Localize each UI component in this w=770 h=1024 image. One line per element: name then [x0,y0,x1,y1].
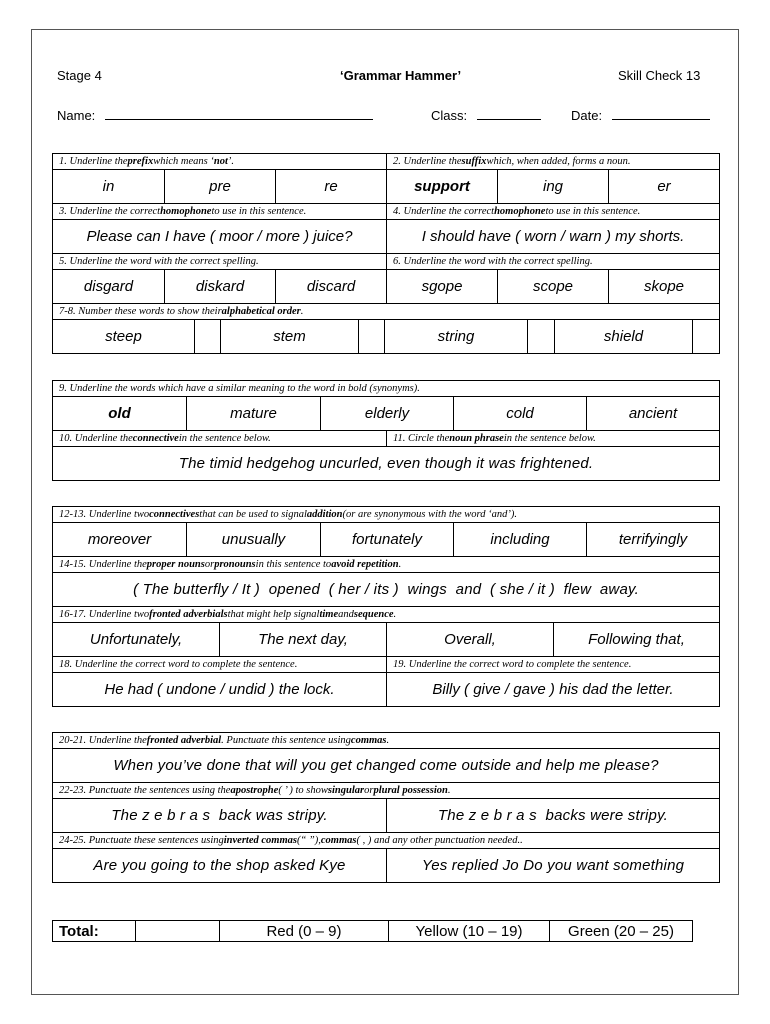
q1-option[interactable]: pre [164,170,275,203]
q12-option[interactable]: moreover [87,531,152,548]
q16-option[interactable]: Unfortunately, [89,631,183,648]
q12-option[interactable]: fortunately [320,523,453,556]
q9-option[interactable]: cold [453,397,586,430]
q7-number-box[interactable] [358,320,384,353]
stage-label: Stage 4 [57,68,102,83]
q22-sentence-singular[interactable]: The z e b r a s back was stripy. [111,807,328,824]
q10-instruction: 10. Underline the connective in the sentence below. [59,433,271,444]
q19-instruction: 19. Underline the correct word to complete the sentence. [386,657,719,672]
q12-option[interactable]: unusually [186,523,320,556]
worksheet [31,29,739,995]
q16-option[interactable]: The next day, [219,623,386,656]
q6-option[interactable]: sgope [386,270,497,303]
skill-check-label: Skill Check 13 [618,68,701,83]
q14-sentence[interactable]: ( The butterfly / It ) opened ( her / its ) wings and ( she / it ) flew away. [133,581,639,598]
q16-option[interactable]: Following that, [553,623,719,656]
q9-option[interactable]: elderly [320,397,453,430]
q1-option[interactable]: in [102,178,115,195]
date-row [571,108,710,123]
q14-instruction: 14-15. Underline the proper nouns or pronouns in this sentence to avoid repetition . [59,559,402,570]
q18-instruction: 18. Underline the correct word to complete the sentence. [59,659,298,670]
q4-instruction: 4. Underline the correct homophone to use in this sentence. [386,204,719,219]
total-label: Total: [59,922,99,940]
q4-sentence[interactable]: I should have ( worn / warn ) my shorts. [386,220,719,253]
total-row [52,920,693,942]
q9-option[interactable]: ancient [586,397,719,430]
q7-word: shield [554,320,692,353]
q22-instruction: 22-23. Punctuate the sentences using the apostrophe ( ’ ) to show singular or plural possession . [59,785,451,796]
q7-word: steep [105,328,142,345]
section-4 [52,732,720,883]
q3-instruction: 3. Underline the correct homophone to use in this sentence. [59,206,307,217]
q19-sentence[interactable]: Billy ( give / gave ) his dad the letter. [386,673,719,706]
name-field[interactable] [105,108,373,120]
q2-option[interactable]: ing [497,170,608,203]
total-green-band: Green (20 – 25) [549,921,692,941]
q9-instruction: 9. Underline the words which have a similar meaning to the word in bold (synonyms). [59,383,420,394]
date-label: Date: [571,108,603,123]
q22-sentence-plural[interactable]: The z e b r a s backs were stripy. [386,799,719,832]
class-field[interactable] [477,108,541,120]
total-score-box[interactable] [135,921,219,941]
q5-option[interactable]: diskard [164,270,275,303]
q24-sentence-1[interactable]: Are you going to the shop asked Kye [93,857,346,874]
q16-instruction: 16-17. Underline two fronted adverbials that might help signal time and sequence . [59,609,397,620]
q1-option[interactable]: re [275,170,386,203]
q20-instruction: 20-21. Underline the fronted adverbial . Punctuate this sentence using commas . [59,735,390,746]
total-yellow-band: Yellow (10 – 19) [388,921,549,941]
q7-instruction: 7-8. Number these words to show their alphabetical order . [59,306,304,317]
q5-option[interactable]: disgard [83,278,134,295]
q9-word: old [108,405,131,422]
q24-instruction: 24-25. Punctuate these sentences using inverted commas (“ ”), commas ( , ) and any other punctuation needed.. [59,835,523,846]
q11-sentence[interactable]: The timid hedgehog uncurled, even though it was frightened. [178,455,594,472]
date-field[interactable] [612,108,710,120]
q12-option[interactable]: terrifyingly [586,523,719,556]
q24-sentence-2[interactable]: Yes replied Jo Do you want something [386,849,719,882]
q5-option[interactable]: discard [275,270,386,303]
q16-option[interactable]: Overall, [386,623,553,656]
class-label: Class: [431,108,468,123]
q9-option[interactable]: mature [186,397,320,430]
q6-option[interactable]: scope [497,270,608,303]
section-2 [52,380,720,481]
q5-instruction: 5. Underline the word with the correct spelling. [59,256,259,267]
page-title: ‘Grammar Hammer’ [340,68,462,83]
q2-word: support [386,170,497,203]
q18-sentence[interactable]: He had ( undone / undid ) the lock. [104,681,335,698]
q1-instruction: 1. Underline the prefix which means ‘ not ’. [59,156,235,167]
q12-option[interactable]: including [453,523,586,556]
q12-instruction: 12-13. Underline two connectives that can be used to signal addition (or are synonymous with the word ‘and’). [59,509,517,520]
q7-number-box[interactable] [692,320,719,353]
q20-sentence[interactable]: When you’ve done that will you get changed come outside and help me please? [113,757,659,774]
q7-number-box[interactable] [194,320,220,353]
class-row [431,108,541,123]
q6-instruction: 6. Underline the word with the correct spelling. [386,254,719,269]
q2-option[interactable]: er [608,170,719,203]
q11-instruction: 11. Circle the noun phrase in the sentence below. [386,431,719,446]
total-red-band: Red (0 – 9) [219,921,388,941]
name-row [57,108,373,123]
section-1 [52,153,720,354]
q6-option[interactable]: skope [608,270,719,303]
name-label: Name: [57,108,96,123]
q2-instruction: 2. Underline the suffix which, when added, forms a noun. [386,154,719,169]
q3-sentence[interactable]: Please can I have ( moor / more ) juice? [86,228,353,245]
section-3 [52,506,720,707]
q7-word: string [384,320,527,353]
q7-word: stem [220,320,358,353]
q7-number-box[interactable] [527,320,554,353]
